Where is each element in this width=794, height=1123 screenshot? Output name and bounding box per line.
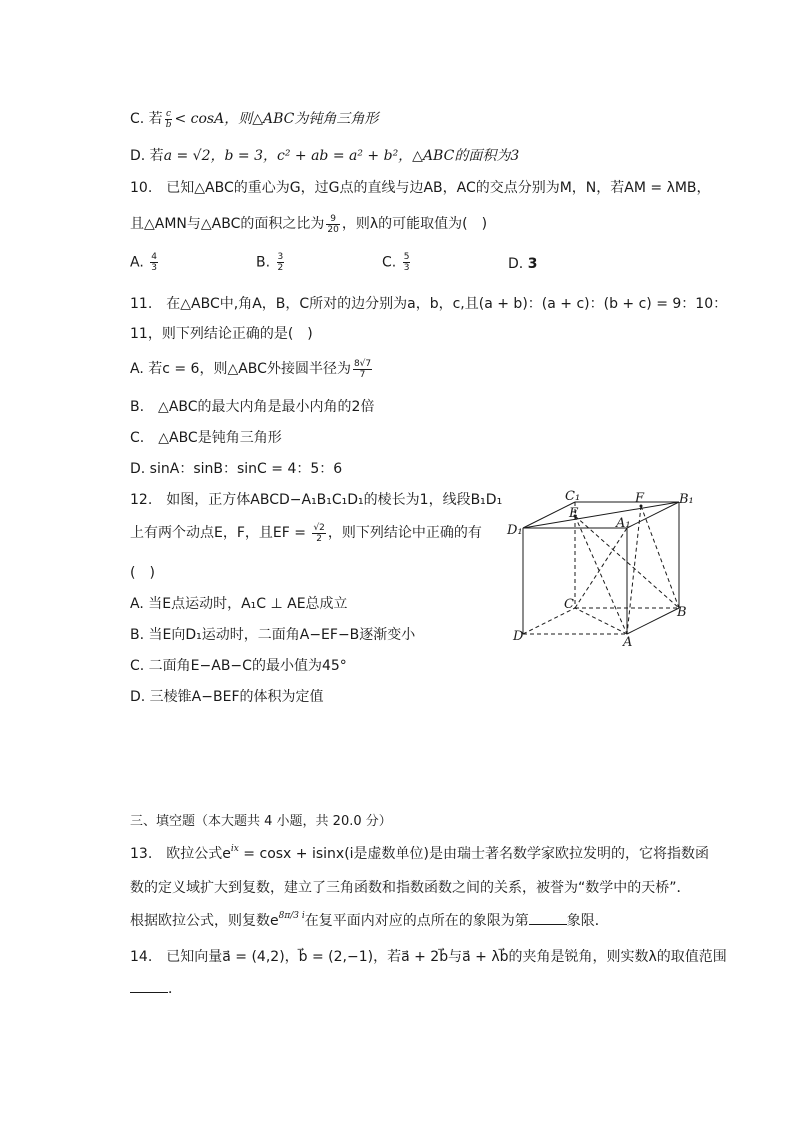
label-d: D xyxy=(513,629,524,644)
q12-stem-line1: 12. 如图，正方体ABCD−A₁B₁C₁D₁的棱长为1，线段B₁D₁ xyxy=(130,492,503,508)
q11-option-a: A. 若c = 6，则△ABC外接圆半径为 $\frac{8√7}{7}$ xyxy=(130,358,372,380)
q13-stem-line3: 根据欧拉公式，则复数$e^{8\pi/3 i}$在复平面内对应的点所在的象限为第 象限． xyxy=(130,911,609,929)
q11-option-d: D. sinA：sinB：sinC = 4：5：6 xyxy=(130,461,343,477)
label-b1: B₁ xyxy=(679,492,694,507)
q11-stem-line2: 11，则下列结论正确的是( ) xyxy=(130,326,313,342)
label-b: B xyxy=(677,605,687,620)
q14-answer-blank[interactable] xyxy=(130,980,168,993)
label-d1: D₁ xyxy=(507,523,523,538)
q13-stem-line2: 数的定义域扩大到复数，建立了三角函数和指数函数之间的关系，被誉为“数学中的天桥”． xyxy=(130,880,691,896)
q10-option-c: C. $\frac{5}{3}$ xyxy=(382,252,410,273)
q9-c-fraction: $\frac{c}{b}$ xyxy=(165,108,172,130)
line-e-a xyxy=(575,516,627,634)
edge-a-b xyxy=(627,608,679,634)
label-c1: C₁ xyxy=(565,489,581,504)
q12-option-a: A. 当E点运动时，A₁C ⊥ AE总成立 xyxy=(130,596,348,612)
q10-option-d: D. 3 xyxy=(508,256,538,272)
q12-stem-line2: 上有两个动点E，F，且EF = $\frac{√2}{2}$ ，则下列结论中正确的有 xyxy=(130,522,482,544)
q11-option-b: B. △ABC的最大内角是最小内角的2倍 xyxy=(130,399,375,415)
q10-stem-line2: 且△AMN与△ABC的面积之比为 $\frac{9}{20}$ ，则λ的可能取值为( ) xyxy=(130,213,488,235)
label-e: E xyxy=(569,506,579,521)
segment-b1-d1 xyxy=(523,502,679,528)
cube-figure xyxy=(505,488,705,648)
label-f: F xyxy=(635,491,645,506)
q10-stem-line1: 10. 已知△ABC的重心为G，过G点的直线与边AB，AC的交点分别为M，N，若AM = λMB， xyxy=(130,180,711,196)
q12-option-c: C. 二面角E−AB−C的最小值为45° xyxy=(130,658,347,674)
q10-option-b: B. $\frac{3}{2}$ xyxy=(256,252,284,273)
q10-ratio-fraction: $\frac{9}{20}$ xyxy=(327,213,339,235)
q11-stem-line1: 11. 在△ABC中,角A，B，C所对的边分别为a，b，c,且(a + b)：(a + c)：(b + c) = 9：10： xyxy=(130,296,728,312)
q11-option-c: C. △ABC是钝角三角形 xyxy=(130,430,282,446)
q12-option-d: D. 三棱锥A−BEF的体积为定值 xyxy=(130,689,324,705)
label-c: C xyxy=(564,597,574,612)
q13-answer-blank[interactable] xyxy=(529,912,567,925)
q14-stem-line2: ． xyxy=(130,978,182,998)
q13-stem-line1: 13. 欧拉公式$e^{ix} = \cos x + isinx(i$是虚数单位)是由瑞士著名数学家欧拉发明的，它将指数函 xyxy=(130,844,710,862)
line-c-a1 xyxy=(575,528,627,608)
section-title-fill-blank: 三、填空题（本大题共 4 小题，共 20.0 分） xyxy=(130,814,392,829)
q9-option-d: D. 若a = √2，b = 3，c² + ab = a² + b²，△ABC的面积为3 xyxy=(130,148,520,164)
label-a1: A₁ xyxy=(616,516,631,531)
q14-stem-line1: 14. 已知向量a⃗ = (4,2)，b⃗ = (2,−1)，若a⃗ + 2b⃗与a⃗ + λb⃗的夹角是锐角，则实数λ的取值范围 xyxy=(130,949,727,965)
q12-option-b: B. 当E向D₁运动时，二面角A−EF−B逐渐变小 xyxy=(130,627,416,643)
label-a: A xyxy=(623,635,633,648)
q10-option-a: A. $\frac{4}{3}$ xyxy=(130,252,157,273)
line-a-c xyxy=(575,608,627,634)
line-f-b xyxy=(641,506,679,608)
q12-stem-line3: ( ) xyxy=(130,565,155,581)
q9-option-c: C. 若 $\frac{c}{b}$ < cosA，则△ABC为钝角三角形 xyxy=(130,108,379,130)
